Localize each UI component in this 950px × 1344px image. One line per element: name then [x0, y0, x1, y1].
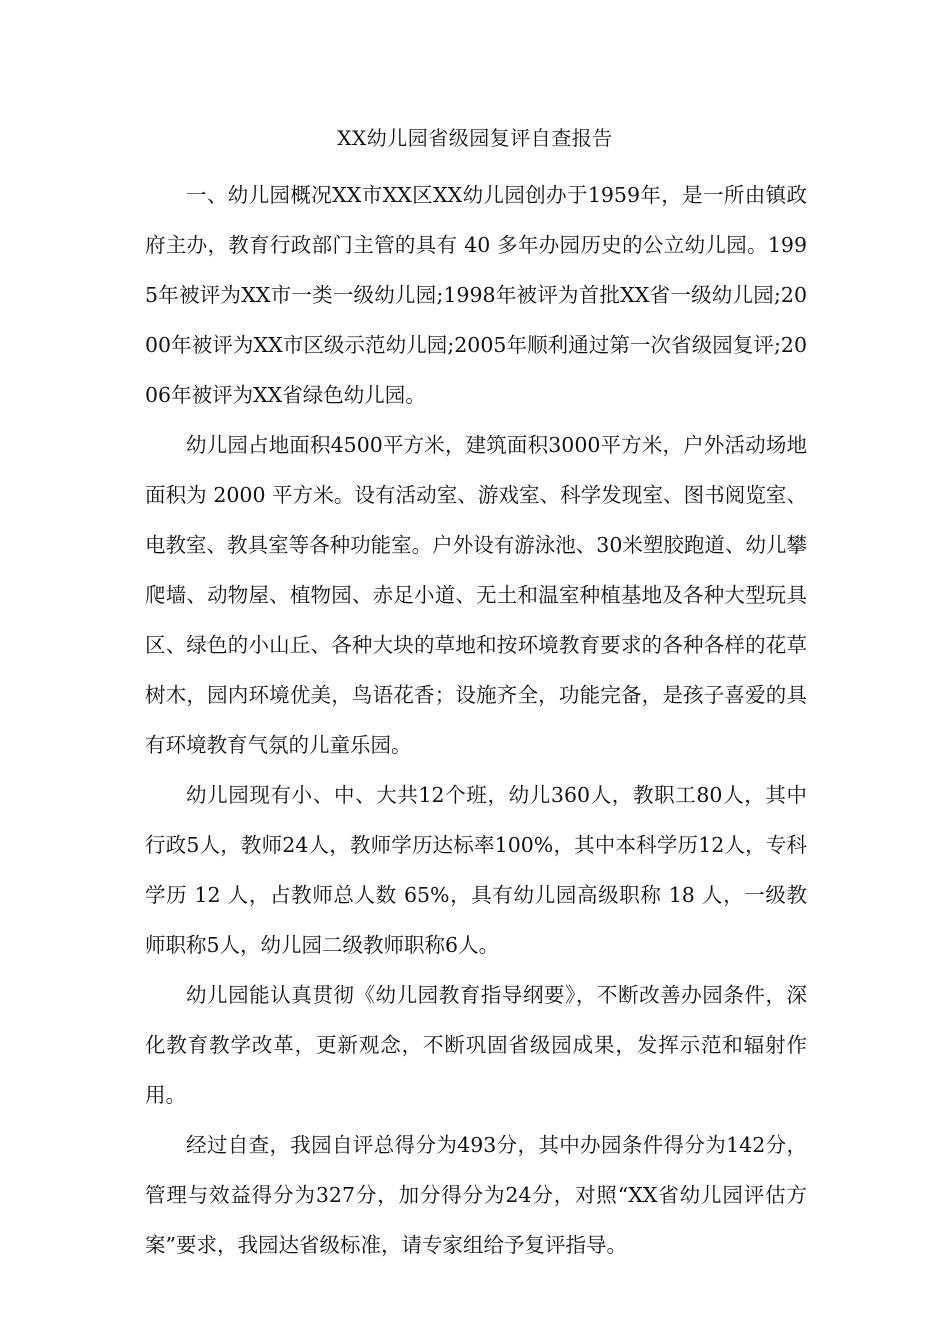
- document-title: XX幼儿园省级园复评自查报告: [337, 126, 613, 150]
- paragraph-overview: 一、幼儿园概况XX市XX区XX幼儿园创办于1959年，是一所由镇政府主办，教育行政部门主管的具有 40 多年办园历史的公立幼儿园。1995年被评为XX市一类一级幼儿园;1998年被评为首批XX省一级幼儿园;2000年被评为XX市区级示范幼儿园;2005年顺利通过第一次省级园复评;2006年被评为XX省绿色幼儿园。: [145, 183, 807, 407]
- paragraph-implementation: 幼儿园能认真贯彻《幼儿园教育指导纲要》，不断改善办园条件，深化教育教学改革，更新观念，不断巩固省级园成果，发挥示范和辐射作用。: [145, 983, 807, 1107]
- paragraph-staff: 幼儿园现有小、中、大共12个班，幼儿360人，教职工80人，其中行政5人，教师24人，教师学历达标率100%，其中本科学历12人，专科学历 12 人，占教师总人数 65%，具有幼儿园高级职称 18 人，一级教师职称5人，幼儿园二级教师职称6人。: [145, 783, 807, 957]
- document-body: [145, 170, 807, 1270]
- paragraph-facilities: 幼儿园占地面积4500平方米，建筑面积3000平方米，户外活动场地面积为 2000 平方米。设有活动室、游戏室、科学发现室、图书阅览室、电教室、教具室等各种功能室。户外设有游泳池、30米塑胶跑道、幼儿攀爬墙、动物屋、植物园、赤足小道、无土和温室种植基地及各种大型玩具区、绿色的小山丘、各种大块的草地和按环境教育要求的各种各样的花草树木，园内环境优美，鸟语花香；设施齐全，功能完备，是孩子喜爱的具有环境教育气氛的儿童乐园。: [145, 433, 807, 757]
- paragraph-self-assessment: 经过自查，我园自评总得分为493分，其中办园条件得分为142分，管理与效益得分为327分，加分得分为24分，对照“XX省幼儿园评估方案”要求，我园达省级标准，请专家组给予复评指导。: [145, 1133, 807, 1257]
